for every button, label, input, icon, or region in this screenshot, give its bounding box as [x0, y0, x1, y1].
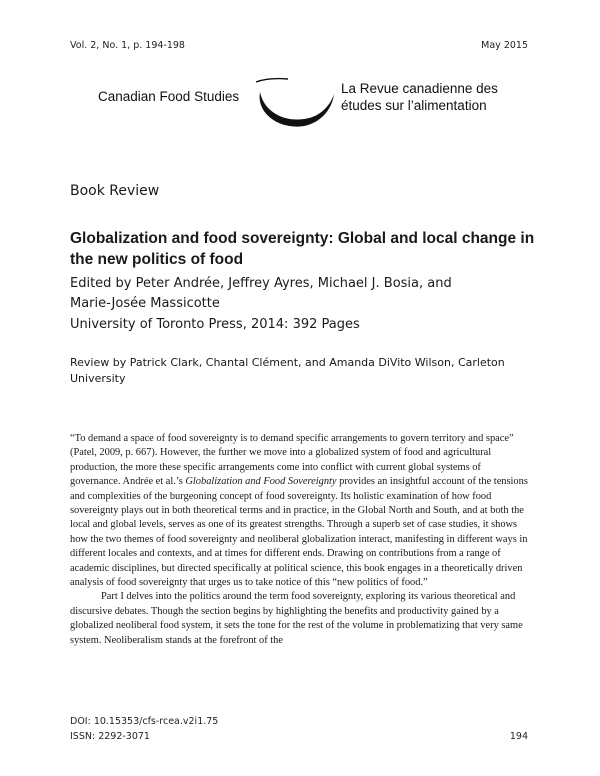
- journal-name-french-line2: études sur l’alimentation: [341, 98, 487, 113]
- paragraph-1-text-a: “To demand a space of food sovereignty is to demand specific arrangements to govern territory and space” (Patel, 2009, p. 667). However, the further we move into a globalized system of food and agricultural production, the more these specific arrangements come into conflict with current global systems of governance. Andrée et al.’s: [70, 433, 514, 488]
- paragraph-2: Part I delves into the politics around the term food sovereignty, exploring its various theoretical and discursive debates. Though the section begins by highlighting the benefits and productivity gained by a globalized neoliberal food system, it sets the tone for the rest of the volume in problematizing that very same system. Neoliberalism stands at the forefront of the: [70, 591, 523, 646]
- paragraph-1: [70, 432, 533, 590]
- swoosh-logo-icon: [250, 70, 338, 132]
- doi: DOI: 10.15353/cfs-rcea.v2i1.75: [70, 716, 219, 727]
- journal-name-english: Canadian Food Studies: [98, 89, 240, 104]
- paragraph-1-text-b: provides an insightful account of the tensions and complexities of the burgeoning concept of food sovereignty. Its holistic examination of how food sovereignty plays out in both theoretical terms and in practice, in the Global North and South, and at both the local and global levels, serves as one of its greatest strengths. Through a superb set of case studies, it shows how the two themes of food sovereignty and neoliberal globalization interact, manifesting in different ways in different locales and contexts, and at times for different ends. Drawing on contributions from a range of academic disciplines, but directed specifically at political science, this book engages in a theoretically driven analysis of food sovereignty that urges us to take notice of this “new politics of food.”: [70, 476, 528, 589]
- reviewers: Review by Patrick Clark, Chantal Clément, and Amanda DiVito Wilson, Carleton University: [70, 356, 505, 385]
- publisher-info: University of Toronto Press, 2014: 392 Pages: [70, 317, 360, 332]
- journal-name-french-line1: La Revue canadienne des: [341, 81, 498, 96]
- issue-date: May 2015: [481, 40, 528, 51]
- article-title: Globalization and food sovereignty: Global and local change in the new politics of food: [70, 230, 535, 268]
- book-title-italic: Globalization and Food Sovereignty: [185, 476, 337, 488]
- page-number: 194: [509, 731, 528, 742]
- review-body: [70, 432, 533, 648]
- volume-info: Vol. 2, No. 1, p. 194-198: [70, 40, 185, 51]
- editors-line2: Marie-Josée Massicotte: [70, 296, 220, 311]
- section-label: Book Review: [70, 183, 160, 199]
- editors: [70, 274, 540, 314]
- journal-name-french: [341, 80, 498, 114]
- issn: ISSN: 2292-3071: [70, 731, 150, 742]
- editors-line1: Edited by Peter Andrée, Jeffrey Ayres, Michael J. Bosia, and: [70, 276, 452, 291]
